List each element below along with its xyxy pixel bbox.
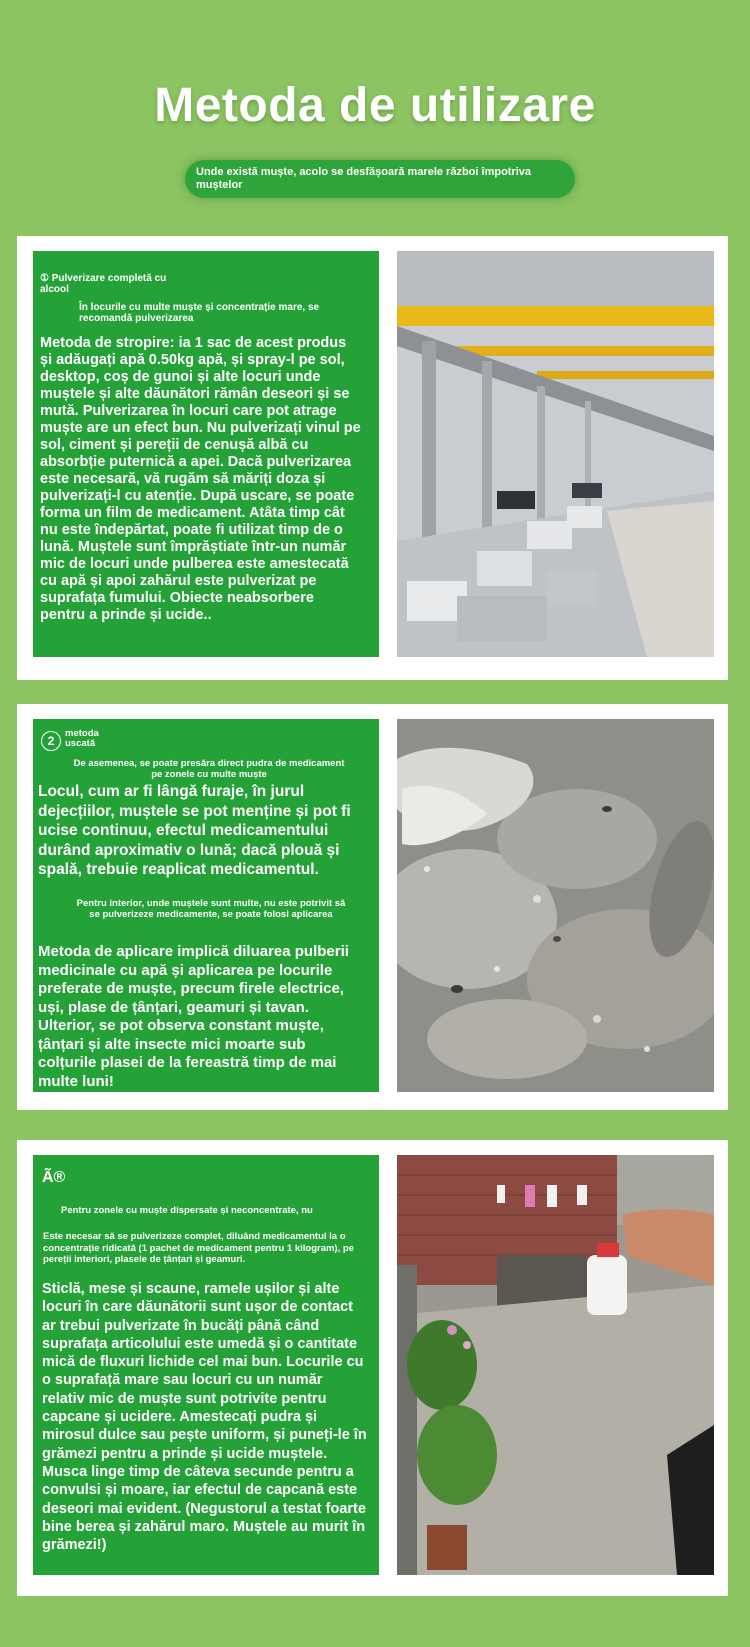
section-1-body: Metoda de stropire: ia 1 sac de acest produs și adăugați apă 0.50kg apă, și spray-l pe sol, desktop, coș de gunoi și alte locuri unde muștele și alte dăunători rămân deseori și se mută. Pulverizarea în locuri care pot atrage muște are un efect bun. Nu pulverizați vinul pe sol, ciment și pereții de cenușă albă cu absorbție puternică a apei. Dacă pulverizarea este necesară, vă rugăm să măriți doza și pulverizați-l cu atenție. După uscare, se poate forma un film de medicament. Atâta timp cât nu este îndepărtat, poate fi utilizat timp de o lună. Muștele sunt împrăștiate într-un număr mic de locuri unde pulberea este amestecată cu apă și apoi zahărul este pulverizat pe suprafața fumului. Obiecte neabsorbere pentru a prinde și ucide.. (40, 335, 361, 623)
section-1-badge: ① (40, 273, 49, 284)
section-1-heading-row (40, 273, 180, 295)
section-2-note-2: Pentru interior, unde muștele sunt multe, nu este potrivit să se pulverizeze medicamente, se poate folosi aplicarea (76, 898, 346, 920)
section-3-note-2: Este necesar să se pulverizeze complet, diluând medicamentul la o concentrație ridicată (1 pachet de medicament pentru 1 kilogram), pe pereții interiori, plasele de țânțari și geamuri. (43, 1231, 354, 1265)
text-panel-1 (33, 251, 379, 657)
section-2-body-2: Metoda de aplicare implică diluarea pulberii medicinale cu apă și aplicarea pe locurile preferate de muște, precum firele electrice, uși, plase de țânțari, geamuri și tavan. Ulterior, se pot observa constant muște, țânțari și alte insecte mici moarte sub colțurile plasei de la fereastră timp de mai multe luni! (38, 943, 349, 1090)
page-title: Metoda de utilizare (154, 79, 596, 132)
section-1-heading: Pulverizare completă cu alcool (40, 273, 167, 295)
section-3-body: Sticlă, mese și scaune, ramele ușilor și alte locuri în care dăunătorii sunt ușor de contact ar trebui pulverizate în bucăți până când suprafața articolului este umedă și o cantitate mică de fluxuri lichide cel mai bun. Locurile cu o suprafață mare sau locuri cu un număr relativ mic de muște sunt potrivite pentru capcane și ucidere. Amestecați pudra și mirosul dulce sau pește uniform, și puneți-le în grămezi pentru a prinde și ucide muștele. Musca linge timp de câteva secunde pentru a convulsi și moare, iar efectul de capcană este deseori mai evident. (Negustorul a testat foarte bine berea și zahărul maro. Muștele au murit în grămezi!) (42, 1281, 367, 1554)
section-2-heading: metoda uscată (65, 728, 99, 749)
section-card-3 (17, 1140, 728, 1596)
subtitle-banner (185, 160, 575, 198)
section-card-2 (17, 704, 728, 1110)
text-panel-2 (33, 719, 379, 1092)
section-2-note: De asemenea, se poate presăra direct pudra de medicament pe zonele cu multe muște (73, 758, 345, 780)
factory-illustration (397, 251, 714, 657)
text-panel-3 (33, 1155, 379, 1575)
section-2-body: Locul, cum ar fi lângă furaje, în jurul dejecțiilor, muștele se pot menține și pot fi ucise continuu, efectul medicamentului durând aproximativ o lună; dacă plouă și spală, trebuie reaplicat medicamentul. (38, 783, 351, 878)
section-2-badge: 2 (41, 731, 61, 751)
section-card-1 (17, 236, 728, 680)
spraying-photo (397, 1155, 714, 1575)
section-1-note: În locurile cu multe muște și concentrație mare, se recomandă pulverizarea (79, 302, 320, 324)
section-3-note: Pentru zonele cu muște dispersate și neconcentrate, nu (61, 1205, 313, 1216)
factory-photo (397, 251, 714, 657)
powder-floor-photo (397, 719, 714, 1092)
subtitle-text: Unde există muște, acolo se desfășoară marele război împotriva muștelor (196, 166, 532, 191)
spraying-illustration (397, 1155, 714, 1575)
section-3-badge: Ã® (42, 1169, 66, 1186)
powder-floor-illustration (397, 719, 714, 1092)
